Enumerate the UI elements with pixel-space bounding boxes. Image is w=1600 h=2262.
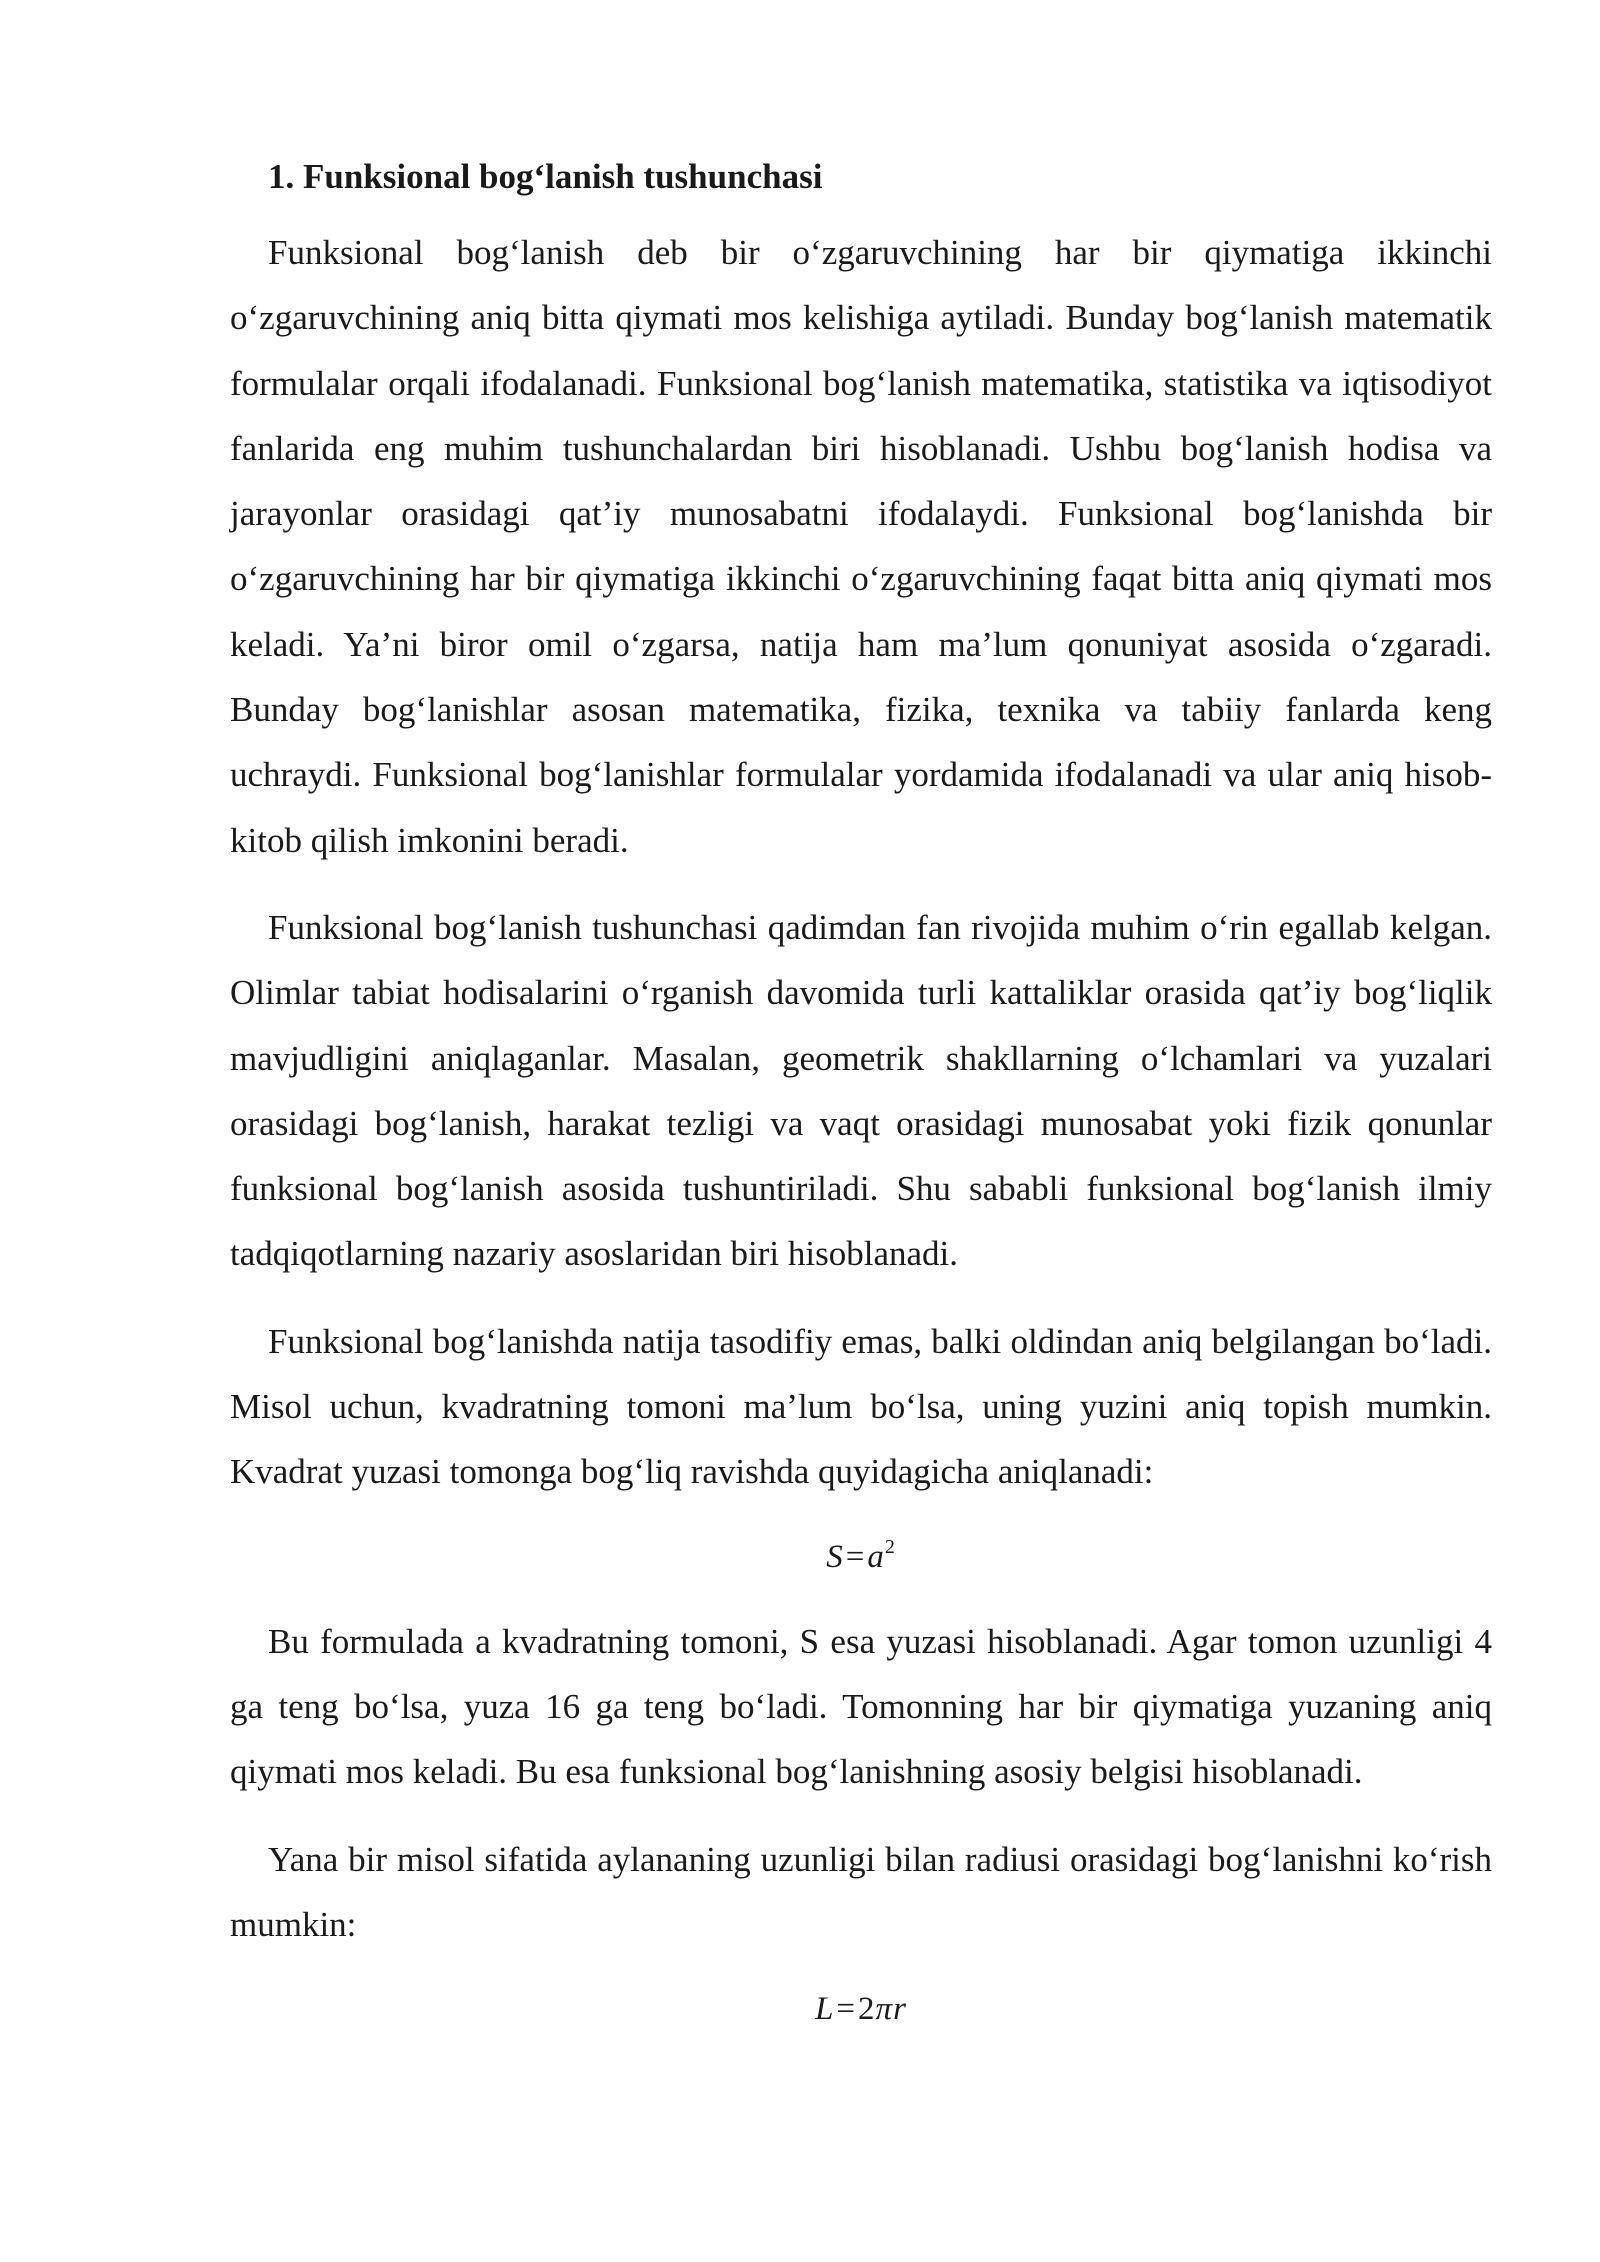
paragraph-history: Funksional bog‘lanish tushunchasi qadimdan fan rivojida muhim o‘rin egallab kelgan. Olimlar tabiat hodisalarini o‘rganish davomida turli kattaliklar orasida qat’iy bog‘liqlik mavjudligini aniqlaganlar. Masalan, geometrik shakllarning o‘lchamlari va yuzalari orasidagi bog‘lanish, harakat tezligi va vaqt orasidagi munosabat yoki fizik qonunlar funksional bog‘lanish asosida tushuntiriladi. Shu sababli funksional bog‘lanish ilmiy tadqiqotlarning nazariy asoslaridan biri hisoblanadi. (230, 907, 1492, 1274)
formula-variable: r (893, 1991, 907, 2028)
formula-exponent: 2 (884, 1535, 896, 1558)
formula-pi: π (875, 1991, 894, 2028)
document-page (230, 148, 1492, 2061)
formula-base: a (867, 1538, 885, 1575)
formula-square-area (230, 1527, 1492, 1587)
formula-equals: = (836, 1991, 857, 2028)
formula-coefficient: 2 (858, 1991, 876, 2028)
formula-equals: = (845, 1538, 866, 1575)
formula-circle-length (230, 1979, 1492, 2039)
paragraph-square-example: Funksional bog‘lanishda natija tasodifiy emas, balki oldindan aniq belgilangan bo‘ladi. Misol uchun, kvadratning tomoni ma’lum bo‘lsa, uning yuzini aniq topish mumkin. Kvadrat yuzasi tomonga bog‘liq ravishda quyidagicha aniqlanadi: (230, 1321, 1492, 1492)
formula-lhs: L (815, 1991, 835, 2028)
paragraph-square-explanation: Bu formulada a kvadratning tomoni, S esa yuzasi hisoblanadi. Agar tomon uzunligi 4 ga teng bo‘lsa, yuza 16 ga teng bo‘ladi. Tomonning har bir qiymatiga yuzaning aniq qiymati mos keladi. Bu esa funksional bog‘lanishning asosiy belgisi hisoblanadi. (230, 1621, 1492, 1792)
paragraph-definition: Funksional bog‘lanish deb bir o‘zgaruvchining har bir qiymatiga ikkinchi o‘zgaruvchining aniq bitta qiymati mos kelishiga aytiladi. Bunday bog‘lanish matematik formulalar orqali ifodalanadi. Funksional bog‘lanish matematika, statistika va iqtisodiyot fanlarida eng muhim tushunchalardan biri hisoblanadi. Ushbu bog‘lanish hodisa va jarayonlar orasidagi qat’iy munosabatni ifodalaydi. Funksional bog‘lanishda bir o‘zgaruvchining har bir qiymatiga ikkinchi o‘zgaruvchining faqat bitta aniq qiymati mos keladi. Ya’ni biror omil o‘zgarsa, natija ham ma’lum qonuniyat asosida o‘zgaradi. Bunday bog‘lanishlar asosan matematika, fizika, texnika va tabiiy fanlarda keng uchraydi. Funksional bog‘lanishlar formulalar yordamida ifodalanadi va ular aniq hisob-kitob qilish imkonini beradi. (230, 233, 1492, 860)
formula-lhs: S (826, 1538, 844, 1575)
section-heading: 1. Funksional bog‘lanish tushunchasi (268, 157, 823, 196)
paragraph-circle-example: Yana bir misol sifatida aylananing uzunligi bilan radiusi orasidagi bog‘lanishni ko‘rish mumkin: (230, 1839, 1492, 1944)
